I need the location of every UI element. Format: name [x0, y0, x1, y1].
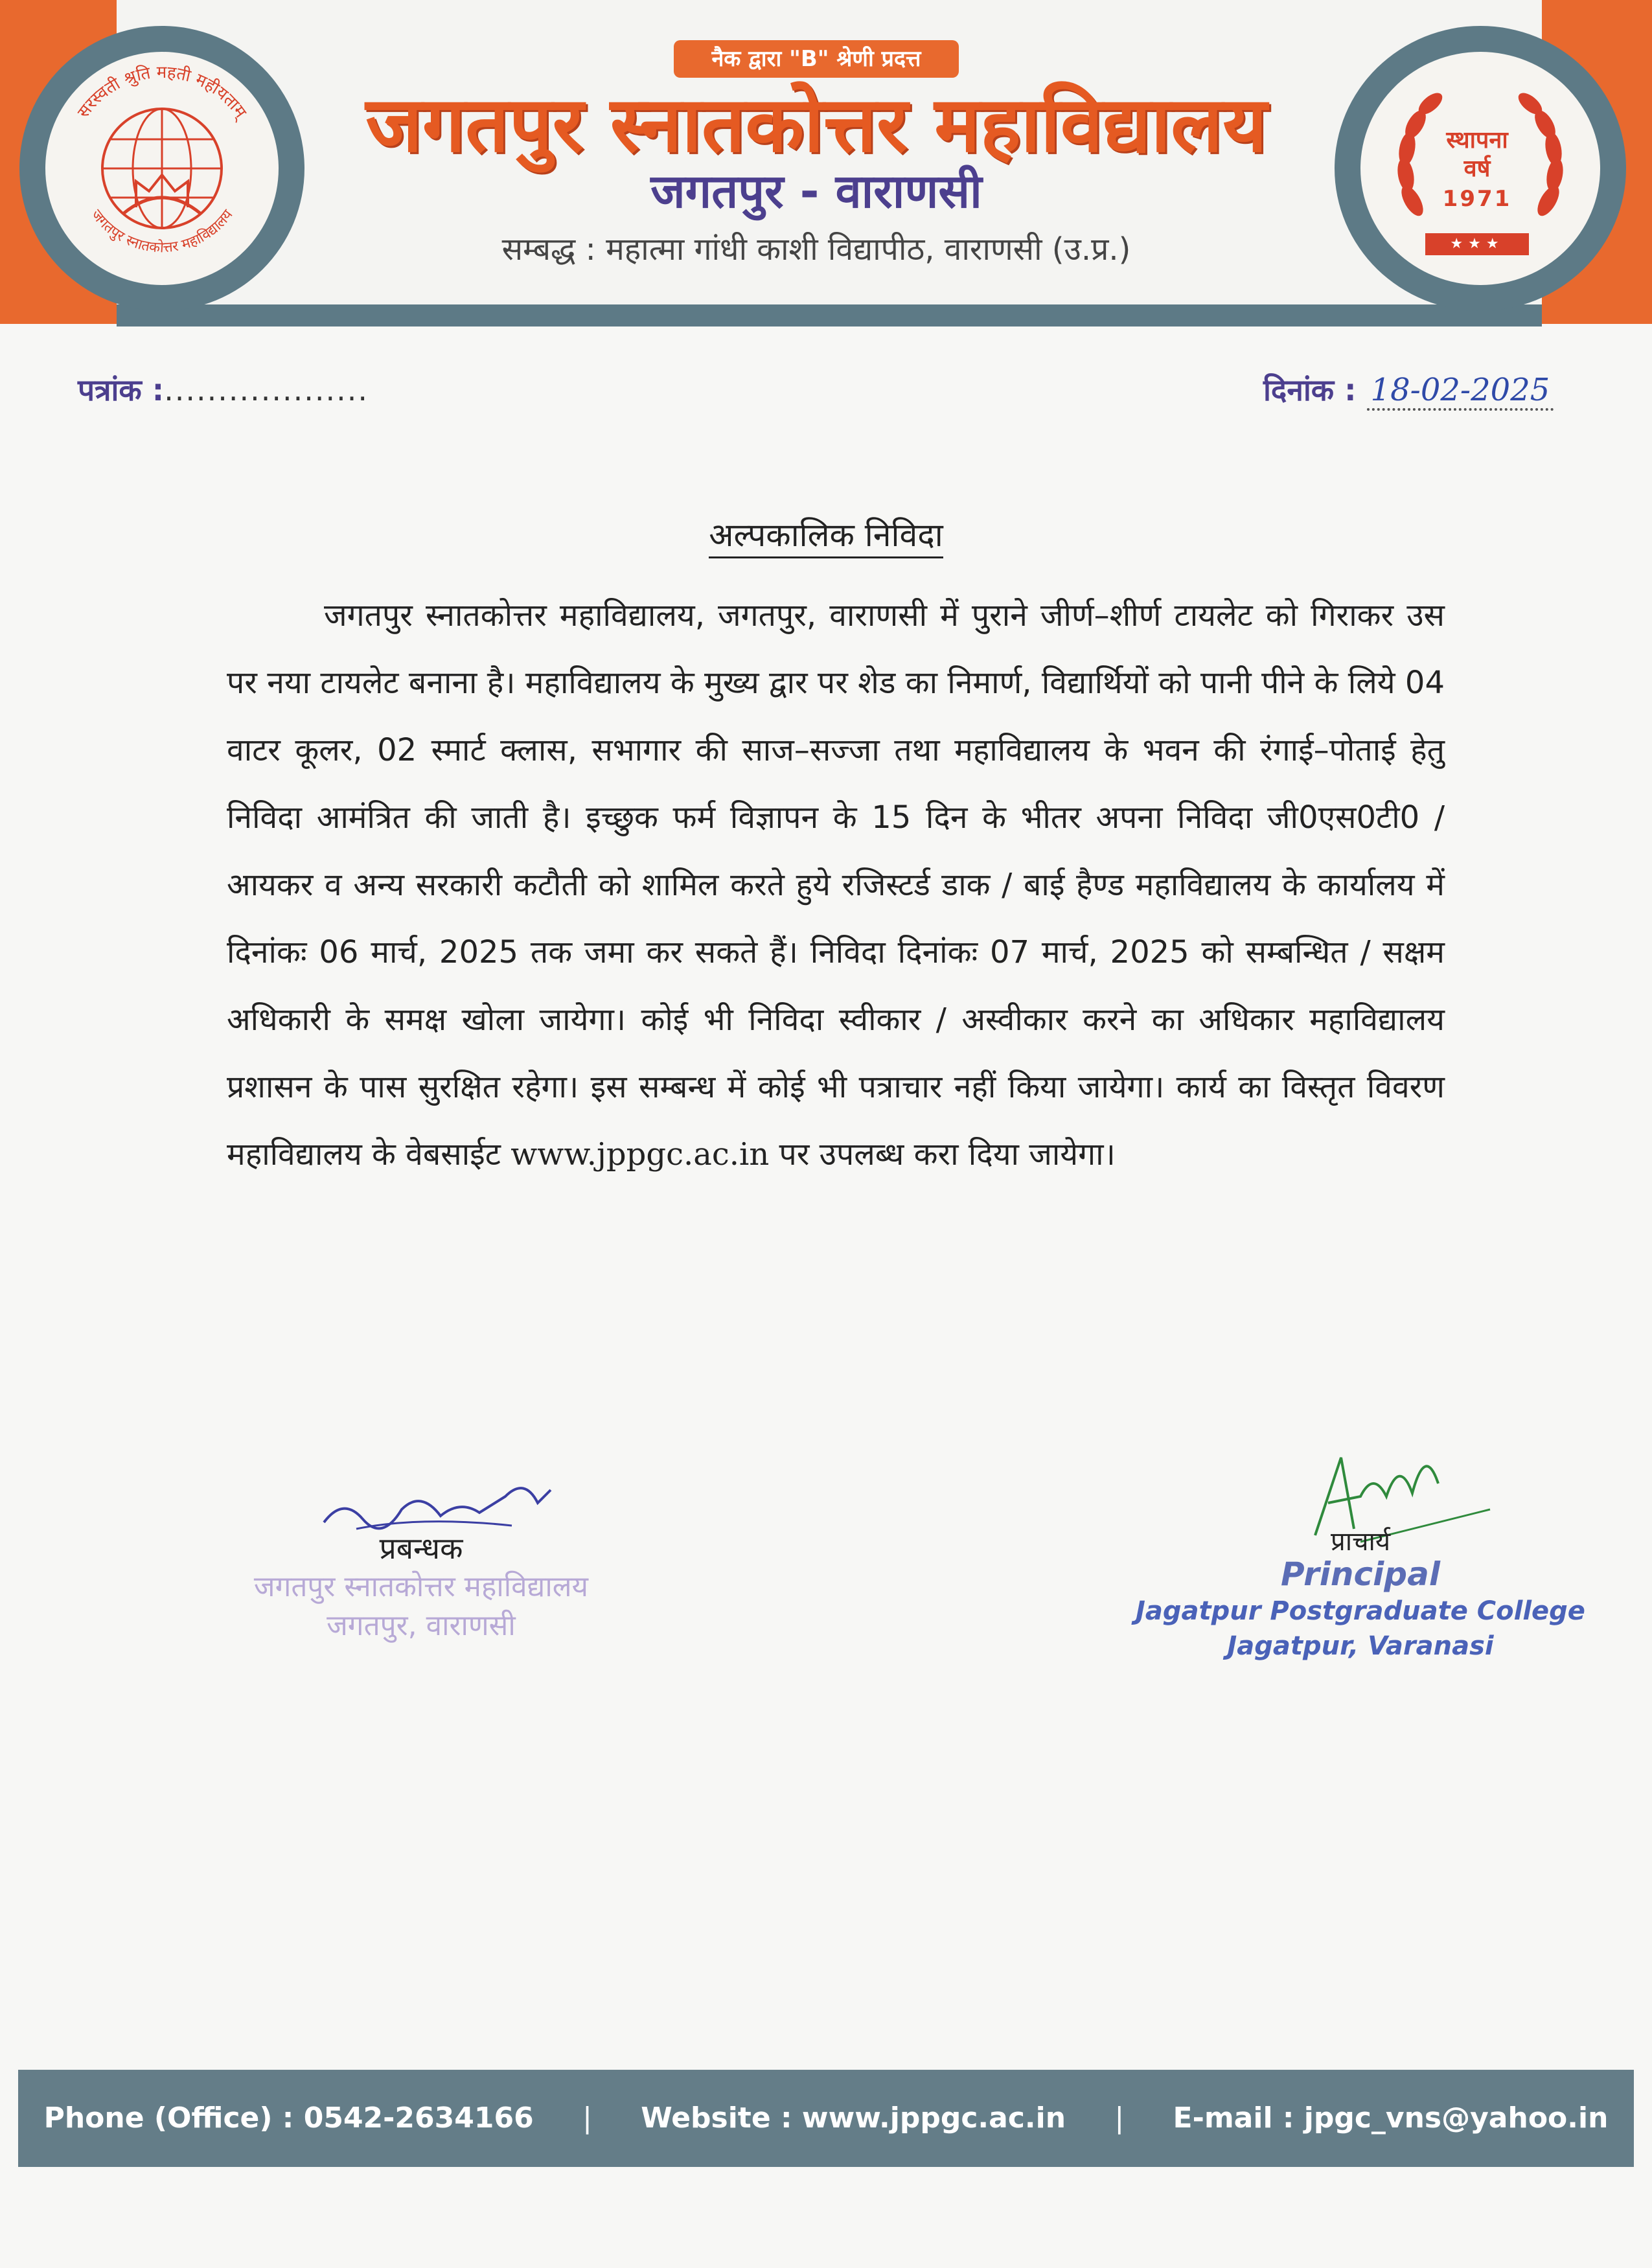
college-location: जगतपुर - वाराणसी [650, 164, 982, 218]
principal-stamp-title: Principal [1281, 1555, 1440, 1593]
principal-signature-block [1101, 1529, 1620, 1664]
logo-text-top: सरस्वती श्रुति महती महीयताम् [73, 62, 251, 122]
notice-website-link[interactable]: www.jppgc.ac.in [511, 1136, 770, 1173]
manager-stamp-line2: जगतपुर, वाराणसी [327, 1609, 516, 1642]
footer-separator: | [1114, 2102, 1125, 2135]
globe-logo-icon [45, 52, 279, 285]
footer-contact-bar [18, 2070, 1634, 2167]
college-logo-seal [19, 26, 304, 311]
logo-text-bottom: जगतपुर स्नातकोत्तर महाविद्यालय [87, 207, 236, 257]
notice-body-text: जगतपुर स्नातकोत्तर महाविद्यालय, जगतपुर, वाराणसी में पुराने जीर्ण–शीर्ण टायलेट को गिराकर उस पर नया टायलेट बनाना है। महाविद्यालय के मुख्य द्वार पर शेड का निमार्ण, विद्यार्थियों को पानी पीने के लिये 04 वाटर कूलर, 02 स्मार्ट क्लास, सभागार की साज–सज्जा तथा महाविद्यालय के भवन की रंगाई–पोताई हेतु निविदा आमंत्रित की जाती है। इच्छुक फर्म विज्ञापन के 15 दिन के भीतर अपना निविदा जी0एस0टी0 / आयकर व अन्य सरकारी कटौती को शामिल करते हुये रजिस्टर्ड डाक / बाई हैण्ड महाविद्यालय के कार्यालय में दिनांकः 06 मार्च, 2025 तक जमा कर सकते हैं। निविदा दिनांकः 07 मार्च, 2025 को सम्बन्धित / सक्षम अधिकारी के समक्ष खोला जायेगा। कोई भी निविदा स्वीकार / अस्वीकार करने का अधिकार महाविद्यालय प्रशासन के पास सुरक्षित रहेगा। इस सम्बन्ध में कोई भी पत्राचार नहीं किया जायेगा। कार्य का विस्तृत विवरण महाविद्यालय के वेबसाईट [227, 597, 1445, 1173]
date-value: 18-02-2025 [1367, 372, 1554, 411]
footer-email[interactable]: E-mail : jpgc_vns@yahoo.in [1173, 2102, 1609, 2135]
footer-separator: | [582, 2102, 592, 2135]
notice-body-end: पर उपलब्ध करा दिया जायेगा। [779, 1136, 1116, 1173]
principal-stamp-line1: Jagatpur Postgraduate College [1136, 1596, 1585, 1626]
principal-stamp-line2: Jagatpur, Varanasi [1227, 1631, 1494, 1661]
college-name: जगतपुर स्नातकोत्तर महाविद्यालय [365, 80, 1267, 169]
manager-stamp-line1: जगतपुर स्नातकोत्तर महाविद्यालय [253, 1570, 589, 1603]
reference-number [78, 369, 369, 409]
ribbon-stars-icon: ★★★ [1425, 233, 1529, 255]
affiliation-line: सम्बद्ध : महात्मा गांधी काशी विद्यापीठ, वाराणसी (उ.प्र.) [501, 231, 1131, 268]
letter-date [1263, 369, 1554, 409]
established-word-1: स्थापना [1446, 127, 1508, 154]
established-label [1441, 126, 1513, 214]
reference-label: पत्रांक : [78, 372, 165, 407]
principal-title-hindi: प्राचार्य [1330, 1527, 1391, 1557]
notice-heading-text: अल्पकालिक निविदा [709, 516, 943, 558]
accreditation-badge: नैक द्वारा "B" श्रेणी प्रदत्त [674, 40, 959, 78]
footer-phone: Phone (Office) : 0542-2634166 [43, 2102, 534, 2135]
notice-paragraph [227, 582, 1445, 1188]
footer-website[interactable]: Website : www.jppgc.ac.in [641, 2102, 1066, 2135]
manager-signature-block [194, 1529, 648, 1645]
established-word-2: वर्ष [1463, 155, 1491, 182]
manager-title: प्रबन्धक [379, 1531, 463, 1566]
established-year: 1971 [1442, 186, 1512, 212]
date-label: दिनांक : [1263, 372, 1357, 407]
reference-dots: ................... [164, 372, 369, 407]
notice-heading [0, 512, 1652, 556]
